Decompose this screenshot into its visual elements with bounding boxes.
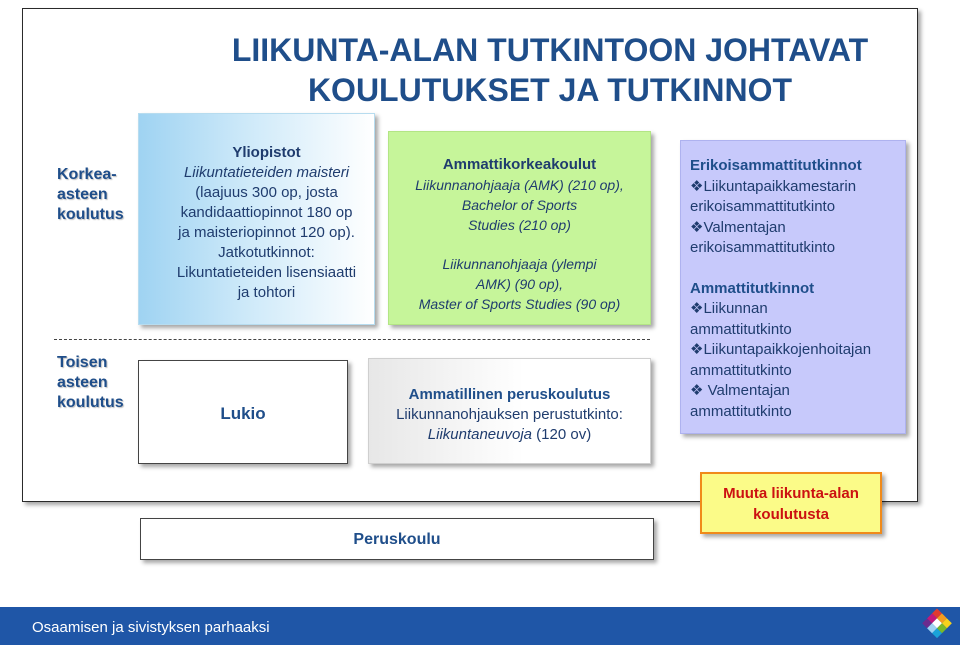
title-line-2: KOULUTUKSET JA TUTKINNOT bbox=[307, 72, 793, 108]
bullet-icon: ❖ bbox=[690, 300, 704, 317]
title-line-1: LIIKUNTA-ALAN TUTKINTOON JOHTAVAT bbox=[231, 32, 869, 68]
special-qualifications-box: Erikoisammattitutkinnot ❖Liikuntapaikkamestarin erikoisammattitutkinto ❖Valmentajan erikoisammattitutkinto Ammattitutkinnot ❖Liikunnan ammattitutkinto ❖Liikuntapaikkojenhoitajan ammattitutkinto ❖ Valmentajan ammattitutkinto bbox=[680, 140, 906, 434]
bullet-icon: ❖ bbox=[690, 218, 704, 236]
amk-box: Ammattikorkeakoulut Liikunnanohjaaja (AMK) (210 op), Bachelor of Sports Studies (210 op) Liikunnanohjaaja (ylempi AMK) (90 op), Master of Sports Studies (90 op) bbox=[388, 131, 651, 325]
row-label-secondary: Toisen asteen koulutus bbox=[57, 354, 124, 411]
bullet-icon: ❖ bbox=[690, 341, 704, 358]
bullet-icon: ❖ bbox=[690, 177, 704, 195]
footer-bar bbox=[0, 607, 960, 645]
row-label-higher: Korkea- asteen koulutus bbox=[57, 166, 124, 223]
lukio-box bbox=[138, 360, 348, 464]
footer-slogan: Osaamisen ja sivistyksen parhaaksi bbox=[32, 619, 270, 636]
university-heading: Yliopistot bbox=[232, 144, 301, 161]
vocational-box: Ammatillinen peruskoulutus Liikunnanohjauksen perustutkinto: Liikuntaneuvoja (120 ov) bbox=[368, 358, 651, 464]
vocational-heading: Ammatillinen peruskoulutus bbox=[408, 386, 611, 403]
basic-education-label: Peruskoulu bbox=[353, 531, 441, 548]
amk-heading: Ammattikorkeakoulut bbox=[442, 156, 597, 173]
level-divider bbox=[54, 339, 650, 340]
diamond-logo-icon bbox=[918, 605, 956, 643]
lukio-label: Lukio bbox=[220, 404, 266, 423]
page-title bbox=[200, 30, 900, 110]
vocational-qualifications-heading: Ammattitutkinnot bbox=[690, 279, 815, 297]
other-training-box: Muuta liikunta-alan koulutusta bbox=[700, 472, 882, 534]
special-heading: Erikoisammattitutkinnot bbox=[690, 157, 862, 174]
university-box: Yliopistot Liikuntatieteiden maisteri (laajuus 300 op, josta kandidaattiopinnot 180 op ja maisteriopinnot 120 op). Jatkotutkinnot: Likuntatieteiden lisensiaatti ja tohtori bbox=[138, 113, 375, 325]
basic-education-box bbox=[140, 518, 654, 560]
bullet-icon: ❖ bbox=[690, 382, 704, 399]
